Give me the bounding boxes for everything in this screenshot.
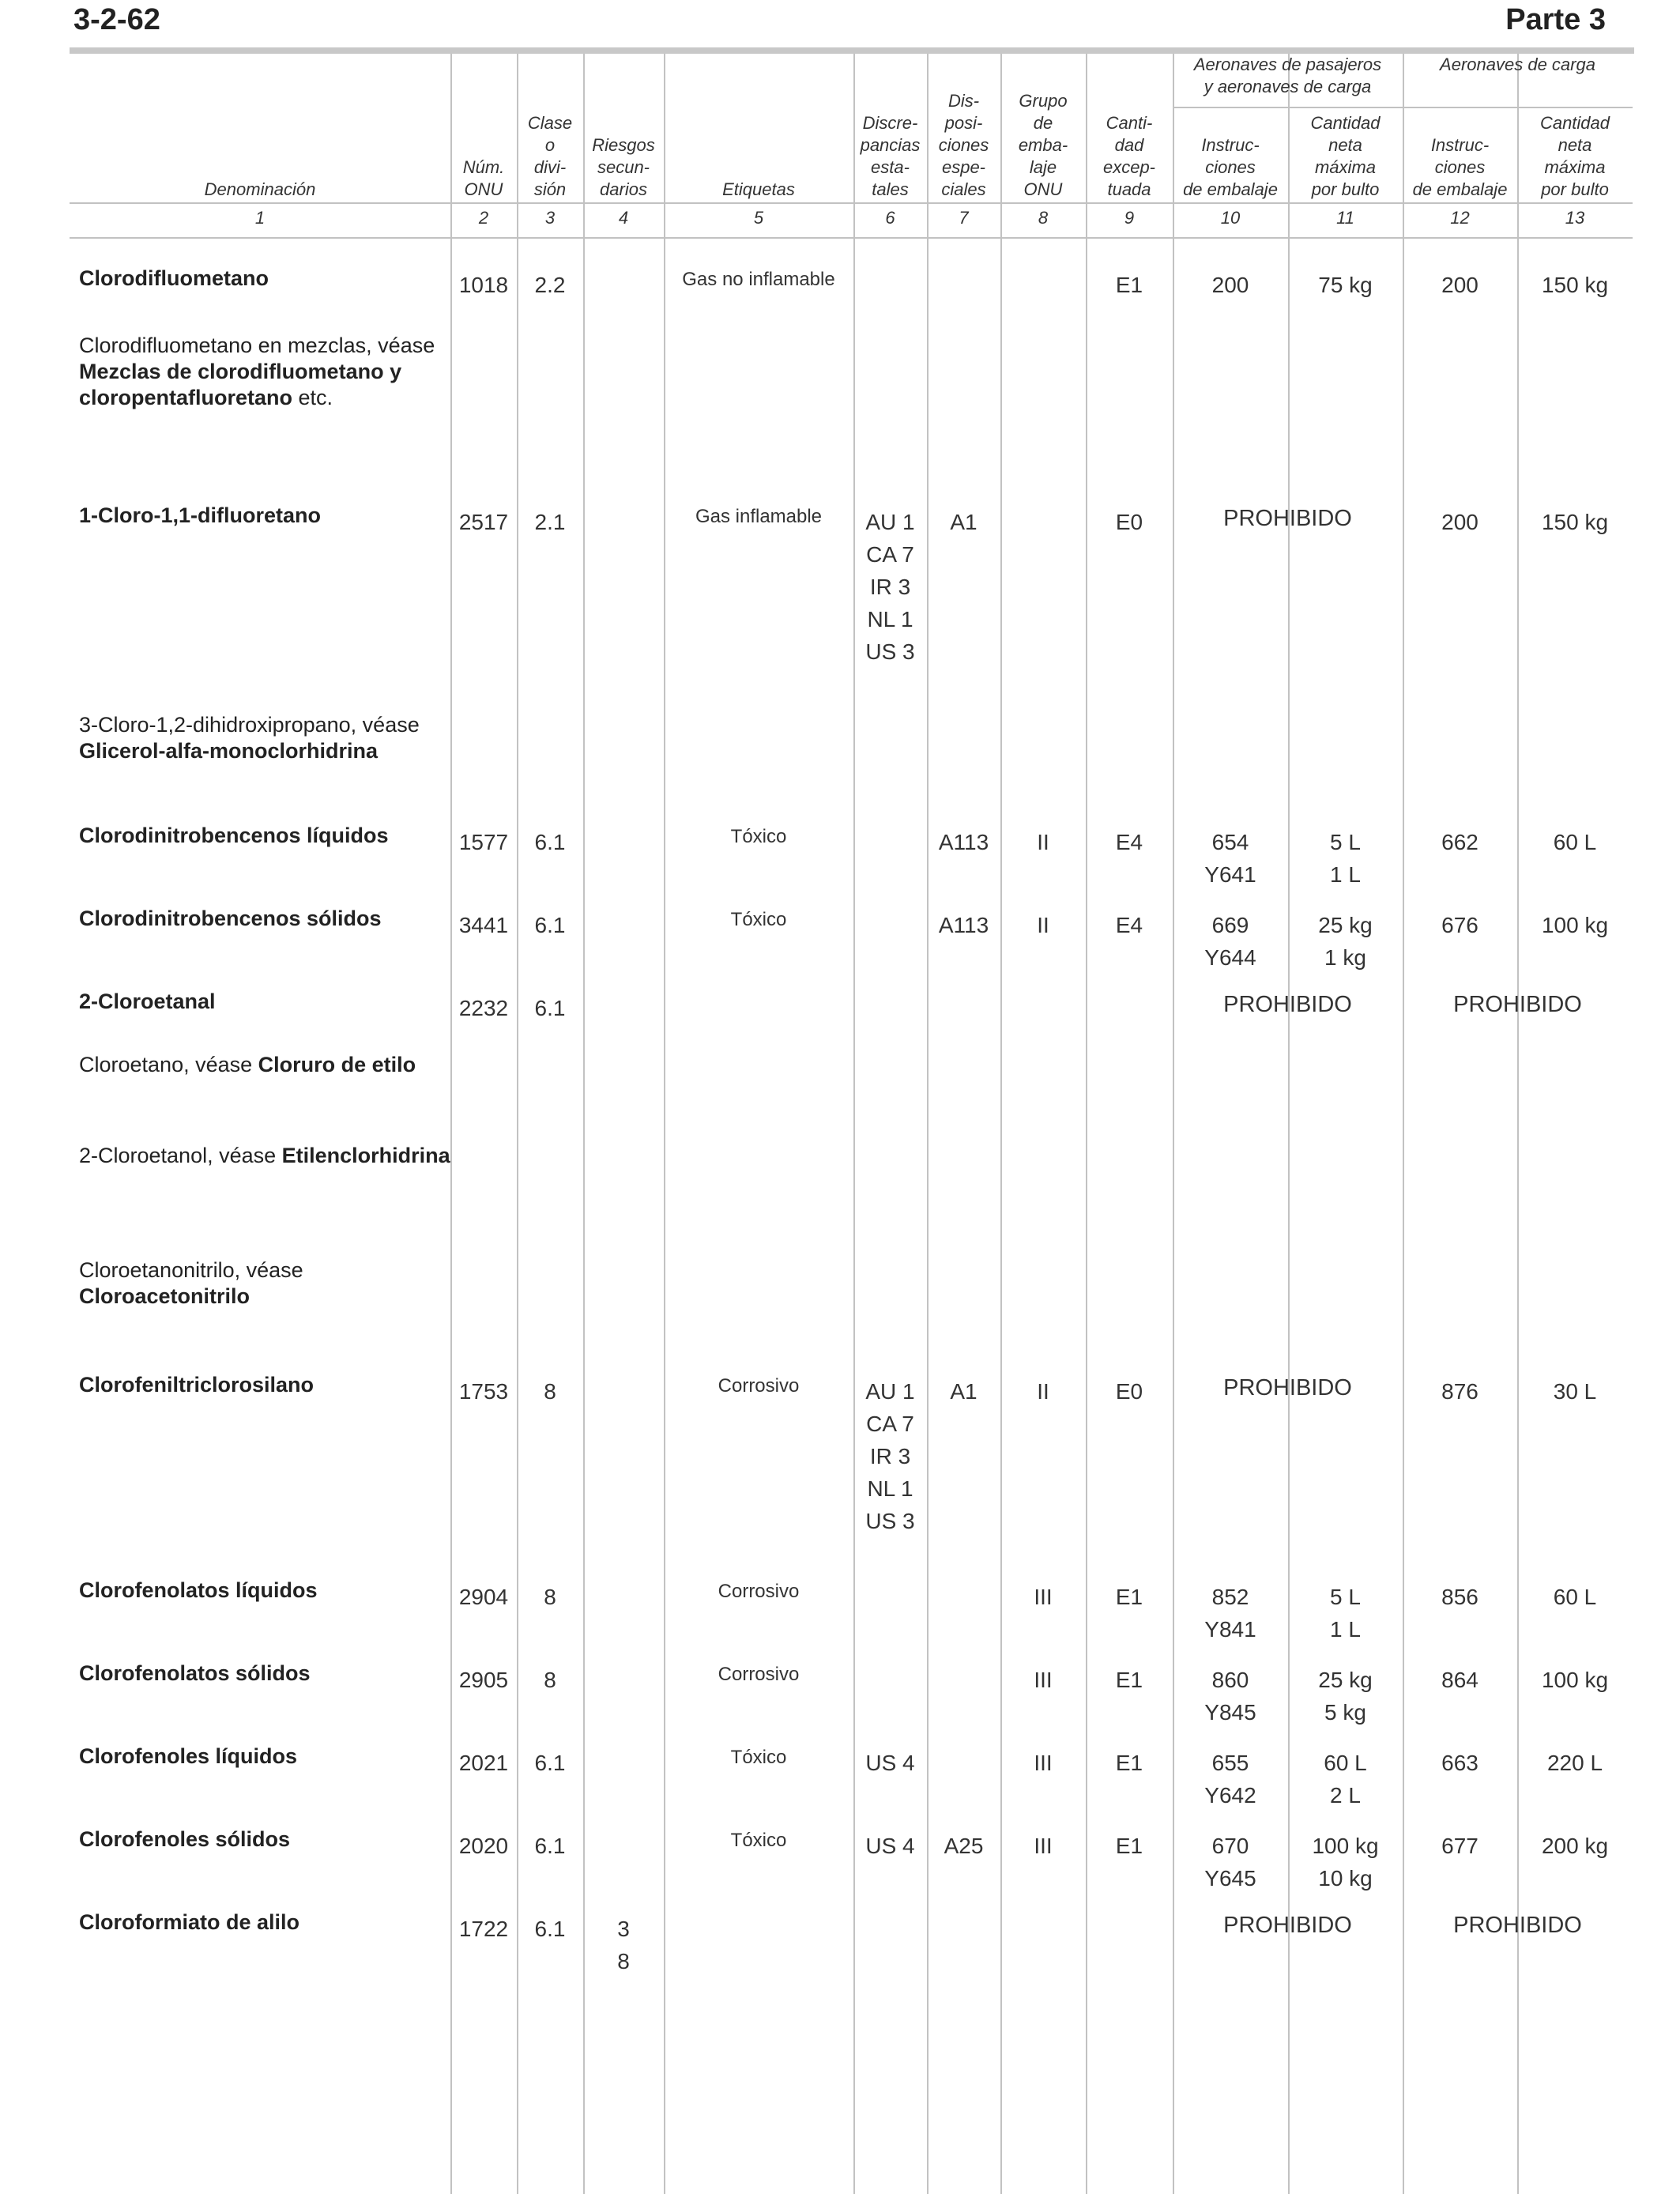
column-rule	[1517, 54, 1519, 2194]
cell-c12: 876	[1441, 1379, 1478, 1404]
cell-cls: 8	[544, 1585, 556, 1609]
cell-pg: III	[1034, 1834, 1053, 1858]
cell-sp: A1	[950, 1379, 977, 1404]
column-header-1: Denominación	[204, 179, 316, 199]
cell-cls: 8	[544, 1379, 556, 1404]
cell-c12: 677	[1441, 1834, 1478, 1858]
group-header-cargo: Aeronaves de carga	[1440, 55, 1595, 74]
cell-c11: 75 kg	[1318, 273, 1373, 297]
cell-c13: 60 L	[1553, 830, 1597, 854]
cell-eq: E1	[1115, 273, 1143, 297]
prohibited-passenger: PROHIBIDO	[1223, 506, 1352, 531]
cell-label: Gas no inflamable	[682, 269, 835, 290]
cell-c13: 30 L	[1553, 1379, 1597, 1404]
column-header-9: Canti- dad excep- tuada	[1102, 113, 1156, 199]
entry-name: Clorofeniltriclorosilano	[79, 1373, 315, 1397]
column-rule	[853, 54, 855, 2194]
entry-name: Clorofenoles líquidos	[79, 1744, 298, 1768]
cell-c11: 25 kg 1 kg	[1318, 913, 1373, 970]
entry-name: Clorodifluometano	[79, 266, 269, 290]
cell-un: 2517	[458, 510, 509, 534]
cell-c10: 860 Y845	[1204, 1668, 1256, 1725]
cell-c11: 25 kg 5 kg	[1318, 1668, 1373, 1725]
cell-c13: 100 kg	[1541, 1668, 1609, 1692]
cell-c12: 200	[1441, 510, 1478, 534]
column-rule	[927, 54, 929, 2194]
column-header-7: Dis- posi- ciones espe- ciales	[938, 91, 989, 199]
cell-sp: A1	[950, 510, 977, 534]
cell-un: 2905	[458, 1668, 509, 1692]
prohibited-passenger: PROHIBIDO	[1223, 1375, 1352, 1400]
cell-c12: 200	[1441, 273, 1478, 297]
cell-c12: 864	[1441, 1668, 1478, 1692]
column-number-10: 10	[1220, 208, 1241, 228]
column-number-3: 3	[544, 208, 556, 228]
cell-disc: US 4	[865, 1751, 915, 1775]
cell-pg: III	[1034, 1585, 1053, 1609]
cell-cls: 6.1	[534, 913, 566, 937]
column-rule	[583, 54, 585, 2194]
cell-sp: A113	[938, 830, 989, 854]
column-header-13: Cantidad neta máxima por bulto	[1539, 113, 1610, 199]
cell-label: Tóxico	[730, 826, 787, 847]
cell-pg: II	[1037, 1379, 1049, 1404]
prohibited-passenger: PROHIBIDO	[1223, 1913, 1352, 1938]
column-number-7: 7	[959, 208, 969, 228]
cell-eq: E4	[1115, 913, 1143, 937]
cell-c13: 100 kg	[1541, 913, 1609, 937]
column-number-13: 13	[1565, 208, 1585, 228]
cell-c11: 5 L 1 L	[1330, 830, 1361, 887]
cell-c13: 150 kg	[1541, 510, 1609, 534]
cell-c10: 654 Y641	[1204, 830, 1256, 887]
page-number: 3-2-62	[73, 3, 160, 36]
group-header-rule	[1173, 107, 1633, 108]
cell-sp: A113	[938, 913, 989, 937]
cell-eq: E4	[1115, 830, 1143, 854]
column-number-12: 12	[1450, 208, 1470, 228]
cell-c11: 100 kg 10 kg	[1312, 1834, 1379, 1891]
cell-un: 2020	[458, 1834, 509, 1858]
cell-c12: 676	[1441, 913, 1478, 937]
cell-un: 2232	[458, 996, 509, 1020]
cell-c10: 200	[1211, 273, 1249, 297]
cell-disc: US 4	[865, 1834, 915, 1858]
column-header-6: Discre- pancias esta- tales	[860, 113, 921, 199]
column-rule	[664, 54, 665, 2194]
cell-label: Tóxico	[730, 1747, 787, 1768]
cell-cls: 6.1	[534, 1834, 566, 1858]
cell-label: Corrosivo	[718, 1664, 800, 1685]
header-rule-lower	[70, 202, 1633, 204]
cell-label: Corrosivo	[718, 1375, 800, 1397]
group-header-passenger: Aeronaves de pasajeros y aeronaves de carga	[1193, 55, 1382, 96]
cell-disc: AU 1 CA 7 IR 3 NL 1 US 3	[865, 510, 915, 664]
cell-disc: AU 1 CA 7 IR 3 NL 1 US 3	[865, 1379, 915, 1533]
column-header-11: Cantidad neta máxima por bulto	[1310, 113, 1381, 199]
entry-name: Clorofenolatos sólidos	[79, 1661, 311, 1685]
cell-cls: 6.1	[534, 1917, 566, 1941]
entry-name: 1-Cloro-1,1-difluoretano	[79, 503, 322, 527]
cell-un: 1722	[458, 1917, 509, 1941]
cell-c11: 60 L 2 L	[1324, 1751, 1367, 1808]
cell-c13: 220 L	[1546, 1751, 1603, 1775]
column-header-12: Instruc- ciones de embalaje	[1412, 135, 1508, 199]
cell-label: Corrosivo	[718, 1581, 800, 1602]
column-number-4: 4	[618, 208, 629, 228]
column-header-8: Grupo de emba- laje ONU	[1018, 91, 1068, 199]
cell-c13: 60 L	[1553, 1585, 1597, 1609]
cell-c10: 852 Y841	[1204, 1585, 1256, 1642]
prohibited-cargo: PROHIBIDO	[1453, 992, 1582, 1017]
cell-pg: III	[1034, 1751, 1053, 1775]
column-number-8: 8	[1038, 208, 1049, 228]
prohibited-passenger: PROHIBIDO	[1223, 992, 1352, 1017]
cell-c13: 150 kg	[1541, 273, 1609, 297]
entry-name: Cloroetanonitrilo, véase Cloroacetonitrilo	[79, 1258, 303, 1308]
cell-un: 1018	[458, 273, 509, 297]
cell-c13: 200 kg	[1541, 1834, 1609, 1858]
cell-cls: 6.1	[534, 1751, 566, 1775]
cell-cls: 2.2	[534, 273, 566, 297]
cell-c10: 669 Y644	[1204, 913, 1256, 970]
column-number-1: 1	[254, 208, 266, 228]
column-header-5: Etiquetas	[722, 179, 795, 199]
column-number-11: 11	[1336, 208, 1354, 228]
cell-un: 1577	[458, 830, 509, 854]
entry-name: Cloroetano, véase Cloruro de etilo	[79, 1053, 416, 1076]
column-header-2: Núm. ONU	[462, 157, 505, 199]
cell-c10: 670 Y645	[1204, 1834, 1256, 1891]
cell-cls: 2.1	[534, 510, 566, 534]
cell-eq: E1	[1115, 1668, 1143, 1692]
prohibited-cargo: PROHIBIDO	[1453, 1913, 1582, 1938]
column-rule	[1086, 54, 1087, 2194]
part-title: Parte 3	[1505, 3, 1606, 36]
entry-name: Clorodinitrobencenos sólidos	[79, 907, 382, 930]
cell-un: 2904	[458, 1585, 509, 1609]
cell-c11: 5 L 1 L	[1330, 1585, 1361, 1642]
cell-eq: E1	[1115, 1751, 1143, 1775]
cell-pg: III	[1034, 1668, 1053, 1692]
column-rule	[450, 54, 452, 2194]
cell-sec: 3 8	[617, 1917, 630, 1973]
entry-name: Clorodinitrobencenos líquidos	[79, 824, 389, 847]
entry-name: Cloroformiato de alilo	[79, 1910, 300, 1934]
cell-cls: 6.1	[534, 996, 566, 1020]
column-rule	[1000, 54, 1002, 2194]
column-header-3: Clase o divi- sión	[527, 113, 573, 199]
column-number-9: 9	[1124, 208, 1135, 228]
cell-sp: A25	[944, 1834, 984, 1858]
column-number-6: 6	[885, 208, 895, 228]
cell-c12: 663	[1441, 1751, 1478, 1775]
column-header-4: Riesgos secun- darios	[592, 135, 655, 199]
column-header-10: Instruc- ciones de embalaje	[1183, 135, 1278, 199]
column-rule	[517, 54, 518, 2194]
column-number-2: 2	[478, 208, 489, 228]
cell-eq: E1	[1115, 1585, 1143, 1609]
cell-c12: 856	[1441, 1585, 1478, 1609]
entry-name: 2-Cloroetanol, véase Etilenclorhidrina	[79, 1144, 450, 1167]
header-rule	[70, 47, 1634, 54]
cell-label: Gas inflamable	[695, 506, 823, 527]
cell-eq: E0	[1115, 510, 1143, 534]
cell-label: Tóxico	[730, 909, 787, 930]
entry-name: Clorofenoles sólidos	[79, 1827, 291, 1851]
cell-pg: II	[1037, 913, 1049, 937]
cell-pg: II	[1037, 830, 1049, 854]
column-rule	[1403, 54, 1404, 2194]
entry-name: Clorofenolatos líquidos	[79, 1578, 318, 1602]
cell-cls: 8	[544, 1668, 556, 1692]
entry-name: Clorodifluometano en mezclas, véase Mezclas de clorodifluometano y cloropentafluoretano etc.	[79, 334, 435, 409]
entry-name: 3-Cloro-1,2-dihidroxipropano, véase Glicerol-alfa-monoclorhidrina	[79, 713, 420, 763]
cell-eq: E1	[1115, 1834, 1143, 1858]
cell-eq: E0	[1115, 1379, 1143, 1404]
entry-name: 2-Cloroetanal	[79, 990, 216, 1013]
cell-label: Tóxico	[730, 1830, 787, 1851]
cell-un: 2021	[458, 1751, 509, 1775]
column-number-5: 5	[753, 208, 764, 228]
cell-c10: 655 Y642	[1204, 1751, 1256, 1808]
cell-c12: 662	[1441, 830, 1478, 854]
cell-un: 3441	[458, 913, 509, 937]
cell-un: 1753	[458, 1379, 509, 1404]
column-numbers-rule	[70, 237, 1633, 239]
cell-cls: 6.1	[534, 830, 566, 854]
